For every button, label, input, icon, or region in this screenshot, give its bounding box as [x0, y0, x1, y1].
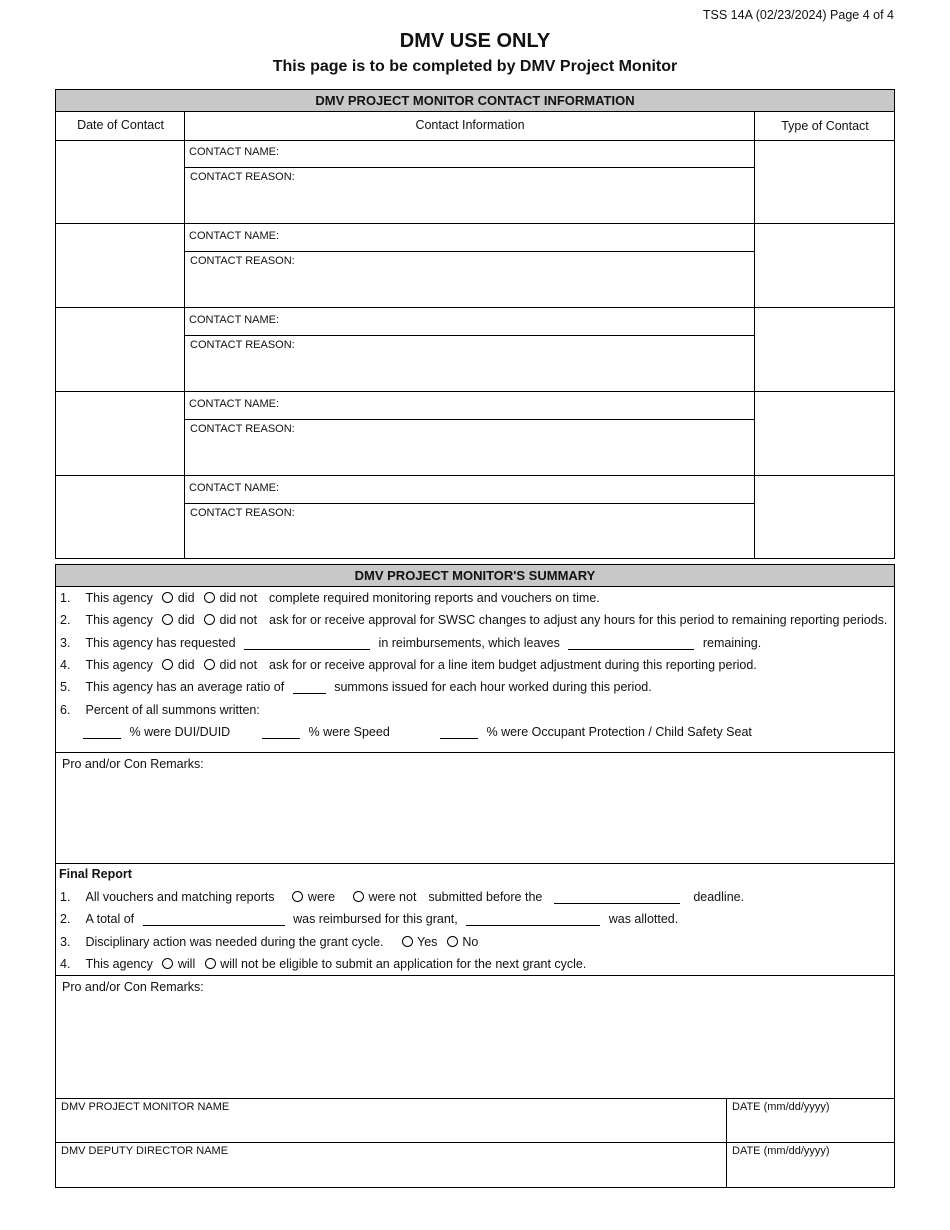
- contact-name-field[interactable]: CONTACT NAME:: [189, 398, 280, 410]
- item-text: ask for or receive approval for SWSC changes to adjust any hours for this period to remaining reporting periods.: [269, 612, 888, 627]
- summary-box: [55, 564, 895, 1188]
- radio-were[interactable]: [292, 891, 303, 902]
- item-number: 4.: [60, 956, 71, 971]
- radio-did[interactable]: [162, 614, 173, 625]
- col-header-info: Contact Information: [415, 118, 525, 132]
- contact-table: [55, 89, 895, 559]
- percent-dui-field[interactable]: [83, 724, 121, 739]
- percent-occupant: [435, 722, 752, 740]
- radio-label: will not be eligible to submit an application for the next grant cycle.: [220, 956, 587, 971]
- summary-remarks-label: Pro and/or Con Remarks:: [62, 757, 204, 771]
- item-text: This agency: [85, 612, 153, 627]
- radio-did-not[interactable]: [204, 614, 215, 625]
- summary-item-3: [60, 633, 761, 651]
- item-text: was allotted.: [608, 911, 679, 926]
- contact-reason-field[interactable]: CONTACT REASON:: [190, 255, 295, 267]
- item-text: submitted before the: [428, 889, 543, 904]
- monitor-name-label: DMV PROJECT MONITOR NAME: [61, 1101, 230, 1113]
- item-number: 6.: [60, 702, 71, 717]
- final-item-2: [60, 909, 678, 927]
- item-text: This agency: [85, 956, 153, 971]
- radio-label: did not: [219, 612, 258, 627]
- summary-item-2: [60, 610, 887, 628]
- item-number: 3.: [60, 934, 71, 949]
- final-report-heading: Final Report: [59, 867, 132, 881]
- item-text: Disciplinary action was needed during the grant cycle.: [85, 934, 384, 949]
- ratio-field[interactable]: [293, 679, 326, 694]
- summary-section-heading: DMV PROJECT MONITOR'S SUMMARY: [56, 565, 894, 587]
- radio-label: Yes: [417, 934, 438, 949]
- requested-amount-field[interactable]: [244, 635, 370, 650]
- item-text: deadline.: [693, 889, 745, 904]
- radio-did-not[interactable]: [204, 592, 215, 603]
- summary-item-1: [60, 588, 600, 606]
- percent-dui: [78, 722, 230, 740]
- percent-label: % were Speed: [308, 724, 390, 739]
- percent-label: % were Occupant Protection / Child Safety Seat: [486, 724, 752, 739]
- deadline-field[interactable]: [554, 889, 680, 904]
- radio-label: did not: [219, 657, 258, 672]
- item-text: ask for or receive approval for a line item budget adjustment during this reporting period.: [269, 657, 757, 672]
- deputy-date-field[interactable]: [727, 1159, 894, 1186]
- percent-label: % were DUI/DUID: [129, 724, 231, 739]
- remaining-amount-field[interactable]: [568, 635, 694, 650]
- item-number: 1.: [60, 889, 71, 904]
- summary-item-6: [60, 700, 260, 718]
- radio-label: did: [177, 657, 195, 672]
- contact-reason-field[interactable]: CONTACT REASON:: [190, 339, 295, 351]
- item-text: complete required monitoring reports and vouchers on time.: [269, 590, 600, 605]
- contact-reason-field[interactable]: CONTACT REASON:: [190, 171, 295, 183]
- radio-label: did: [177, 590, 195, 605]
- summary-remarks-field[interactable]: [56, 775, 894, 863]
- allotted-amount-field[interactable]: [466, 911, 600, 926]
- radio-label: were not: [368, 889, 417, 904]
- radio-yes[interactable]: [402, 936, 413, 947]
- percent-speed-field[interactable]: [262, 724, 300, 739]
- radio-label: No: [462, 934, 479, 949]
- col-header-date: Date of Contact: [77, 118, 164, 132]
- contact-name-field[interactable]: CONTACT NAME:: [189, 482, 280, 494]
- summary-item-5: [60, 677, 652, 695]
- item-number: 1.: [60, 590, 71, 605]
- percent-speed: [257, 722, 390, 740]
- contact-name-field[interactable]: CONTACT NAME:: [189, 314, 280, 326]
- monitor-name-field[interactable]: [56, 1115, 726, 1142]
- item-text: This agency: [85, 590, 153, 605]
- item-text: Percent of all summons written:: [85, 702, 260, 717]
- radio-did[interactable]: [162, 659, 173, 670]
- monitor-date-field[interactable]: [727, 1115, 894, 1142]
- item-number: 5.: [60, 679, 71, 694]
- final-item-4: [60, 954, 586, 972]
- contact-reason-field[interactable]: CONTACT REASON:: [190, 507, 295, 519]
- page-subtitle: This page is to be completed by DMV Project Monitor: [272, 58, 678, 75]
- item-text: remaining.: [702, 635, 762, 650]
- final-item-1: [60, 887, 744, 905]
- contact-name-field[interactable]: CONTACT NAME:: [189, 146, 280, 158]
- summary-item-4: [60, 655, 757, 673]
- item-number: 2.: [60, 612, 71, 627]
- percent-occupant-field[interactable]: [440, 724, 478, 739]
- item-text: summons issued for each hour worked during this period.: [334, 679, 652, 694]
- item-number: 3.: [60, 635, 71, 650]
- item-text: This agency: [85, 657, 153, 672]
- deputy-name-field[interactable]: [56, 1159, 726, 1186]
- radio-will-not[interactable]: [205, 958, 216, 969]
- final-remarks-field[interactable]: [56, 998, 894, 1098]
- monitor-date-label: DATE (mm/dd/yyyy): [732, 1101, 830, 1113]
- radio-will[interactable]: [162, 958, 173, 969]
- contact-section-heading: DMV PROJECT MONITOR CONTACT INFORMATION: [56, 90, 894, 112]
- item-text: This agency has an average ratio of: [85, 679, 285, 694]
- item-text: in reimbursements, which leaves: [378, 635, 560, 650]
- radio-label: did: [177, 612, 195, 627]
- item-text: This agency has requested: [85, 635, 236, 650]
- deputy-name-label: DMV DEPUTY DIRECTOR NAME: [61, 1145, 229, 1157]
- radio-label: were: [307, 889, 336, 904]
- final-remarks-label: Pro and/or Con Remarks:: [62, 980, 204, 994]
- contact-name-field[interactable]: CONTACT NAME:: [189, 230, 280, 242]
- radio-label: will: [177, 956, 196, 971]
- radio-label: did not: [219, 590, 258, 605]
- item-number: 4.: [60, 657, 71, 672]
- item-text: All vouchers and matching reports: [85, 889, 275, 904]
- reimbursed-amount-field[interactable]: [143, 911, 285, 926]
- item-number: 2.: [60, 911, 71, 926]
- item-text: was reimbursed for this grant,: [293, 911, 458, 926]
- radio-did-not[interactable]: [204, 659, 215, 670]
- item-text: A total of: [85, 911, 135, 926]
- col-header-type: Type of Contact: [781, 119, 869, 133]
- page-title: DMV USE ONLY: [399, 30, 551, 52]
- radio-no[interactable]: [447, 936, 458, 947]
- radio-did[interactable]: [162, 592, 173, 603]
- form-number: TSS 14A (02/23/2024) Page 4 of 4: [702, 8, 894, 22]
- contact-reason-field[interactable]: CONTACT REASON:: [190, 423, 295, 435]
- radio-were-not[interactable]: [353, 891, 364, 902]
- final-item-3: [60, 932, 478, 950]
- deputy-date-label: DATE (mm/dd/yyyy): [732, 1145, 830, 1157]
